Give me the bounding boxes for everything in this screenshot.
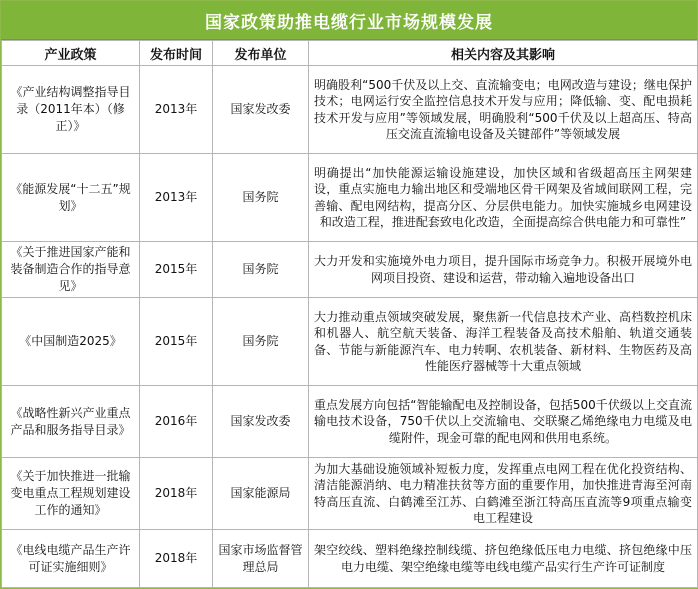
issuer: 国家能源局 [213, 458, 309, 530]
table-row [2, 154, 698, 242]
publish-date: 2013年 [140, 154, 213, 242]
table-row [2, 458, 698, 530]
content-impact: 重点发展方向包括“智能输配电及控制设备，包括500千伏级以上交直流输电技术设备，750千伏以上交流输电、交联聚乙烯绝缘电力电缆及电缆附件，现金可靠的配电网和供用电系统。 [309, 386, 698, 458]
table-row [2, 66, 698, 154]
header-row [2, 41, 698, 66]
publish-date: 2013年 [140, 66, 213, 154]
content-impact: 大力推动重点领域突破发展，聚焦新一代信息技术产业、高档数控机床和机器人、航空航天装备、海洋工程装备及高技术船舶、轨道交通装备、节能与新能源汽车、电力转啊、农机装备、新材料、生物医药及高性能医疗器械等十大重点领域 [309, 298, 698, 386]
content-impact: 明确股利“500千伏及以上交、直流输变电；电网改造与建设；继电保护技术；电网运行安全监控信息技术开发与应用；降低输、变、配电损耗技术开发与应用”等领域发展，明确股利“500千伏及以上超高压、特高压交流直流输电设备及关键部件”等领域发展 [309, 66, 698, 154]
header-content: 相关内容及其影响 [309, 41, 698, 66]
table-row [2, 242, 698, 298]
issuer: 国务院 [213, 298, 309, 386]
content-impact: 大力开发和实施境外电力项目，提升国际市场竞争力。积极开展境外电网项目投资、建设和运营，带动输入遍地设备出口 [309, 242, 698, 298]
issuer: 国务院 [213, 242, 309, 298]
publish-date: 2018年 [140, 530, 213, 588]
policy-name: 《能源发展“十二五”规划》 [2, 154, 140, 242]
header-date: 发布时间 [140, 41, 213, 66]
issuer: 国家发改委 [213, 386, 309, 458]
policy-name: 《关于加快推进一批输变电重点工程规划建设工作的通知》 [2, 458, 140, 530]
policy-name: 《产业结构调整指导目录（2011年本）（修正）》 [2, 66, 140, 154]
policy-name: 《关于推进国家产能和装备制造合作的指导意见》 [2, 242, 140, 298]
table-title: 国家政策助推电缆行业市场规模发展 [1, 1, 697, 40]
policy-table [1, 40, 698, 588]
publish-date: 2015年 [140, 242, 213, 298]
table-row [2, 530, 698, 588]
issuer: 国家发改委 [213, 66, 309, 154]
publish-date: 2018年 [140, 458, 213, 530]
table-row [2, 386, 698, 458]
issuer: 国务院 [213, 154, 309, 242]
issuer: 国家市场监督管理总局 [213, 530, 309, 588]
policy-name: 《电线电缆产品生产许可证实施细则》 [2, 530, 140, 588]
header-policy: 产业政策 [2, 41, 140, 66]
table-row [2, 298, 698, 386]
content-impact: 明确提出“加快能源运输设施建设，加快区域和省级超高压主网架建设，重点实施电力输出地区和受端地区骨干网架及省域间联网工程，完善输、配电网结构，提高分区、分层供电能力。加快实施城乡电网建设和改造工程，推进配套致电化改造，全面提高综合供电能力和可靠性” [309, 154, 698, 242]
header-issuer: 发布单位 [213, 41, 309, 66]
policy-name: 《中国制造2025》 [2, 298, 140, 386]
publish-date: 2016年 [140, 386, 213, 458]
policy-name: 《战略性新兴产业重点产品和服务指导目录》 [2, 386, 140, 458]
publish-date: 2015年 [140, 298, 213, 386]
content-impact: 为加大基础设施领域补短板力度，发挥重点电网工程在优化投资结构、清洁能源消纳、电力精准扶贫等方面的重要作用，加快推进青海至河南特高压直流、白鹤滩至江苏、白鹤滩至浙江特高压直流等9项重点输变电工程建设 [309, 458, 698, 530]
content-impact: 架空绞线、塑料绝缘控制线缆、挤包绝缘低压电力电缆、挤包绝缘中压电力电缆、架空绝缘电缆等电线电缆产品实行生产许可证制度 [309, 530, 698, 588]
